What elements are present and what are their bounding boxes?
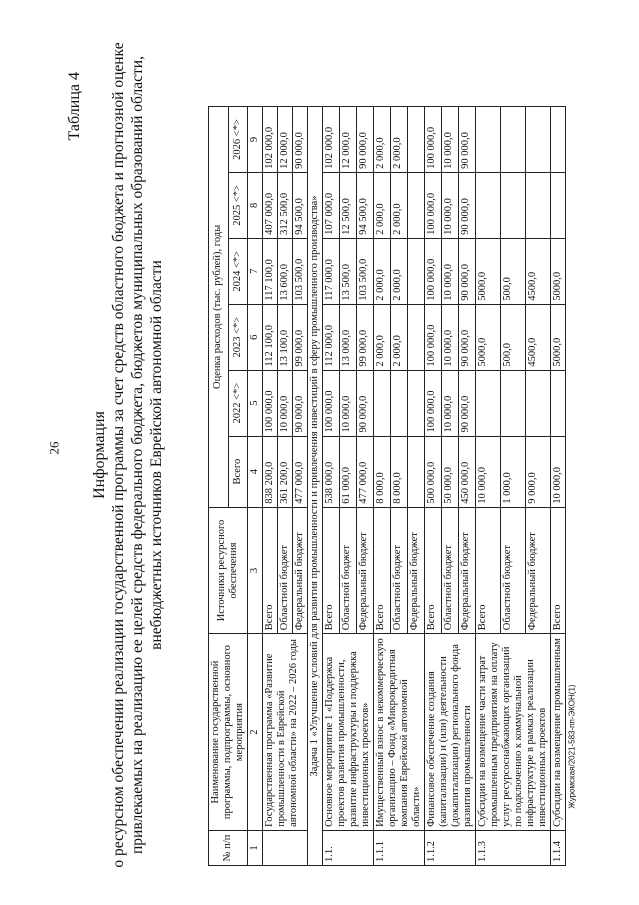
year-value-cell: 100 000,0 xyxy=(425,107,442,173)
rotated-page-content xyxy=(60,20,620,890)
resource-table xyxy=(208,106,566,866)
year-value-cell xyxy=(526,107,551,173)
source-cell: Всего xyxy=(263,507,278,634)
table-row xyxy=(263,107,278,866)
source-cell: Федеральный бюджет xyxy=(408,507,425,634)
year-value-cell: 103 500,0 xyxy=(357,238,374,304)
year-value-cell: 10 000,0 xyxy=(442,172,459,238)
header-source: Источники ресурсного обеспечения xyxy=(209,507,248,634)
year-value-cell: 4500,0 xyxy=(526,238,551,304)
year-value-cell xyxy=(526,370,551,436)
year-value-cell: 90 000,0 xyxy=(459,370,476,436)
year-value-cell: 107 000,0 xyxy=(323,172,340,238)
header-2025: 2025 <*> xyxy=(228,172,248,238)
row-name: Субсидии на возмещение промышленным xyxy=(551,634,566,831)
year-value-cell: 2 000,0 xyxy=(374,107,391,173)
year-value-cell: 90 000,0 xyxy=(293,107,308,173)
year-value-cell: 312 500,0 xyxy=(278,172,293,238)
col-number: 3 xyxy=(248,507,263,634)
year-value-cell: 100 000,0 xyxy=(263,370,278,436)
year-value-cell: 90 000,0 xyxy=(459,172,476,238)
source-cell: Всего xyxy=(551,507,566,634)
year-value-cell xyxy=(526,172,551,238)
year-value-cell: 2 000,0 xyxy=(391,107,408,173)
year-value-cell: 10 000,0 xyxy=(340,370,357,436)
year-value-cell: 5000,0 xyxy=(551,238,566,304)
source-cell: Областной бюджет xyxy=(278,507,293,634)
year-value-cell xyxy=(408,172,425,238)
table-row xyxy=(425,107,442,866)
source-cell: Областной бюджет xyxy=(391,507,408,634)
year-value-cell: 12 000,0 xyxy=(340,107,357,173)
row-name: Финансовое обеспечение создания (капитализации) и (или) деятельности (докапитализации) регионального фонда развития промышленности xyxy=(425,634,476,831)
col-number: 7 xyxy=(248,238,263,304)
year-value-cell: 2 000,0 xyxy=(391,172,408,238)
total-cell: 8 000,0 xyxy=(391,436,408,507)
col-number: 5 xyxy=(248,370,263,436)
total-cell: 1 000,0 xyxy=(501,436,526,507)
year-value-cell: 100 000,0 xyxy=(425,370,442,436)
source-cell: Всего xyxy=(476,507,501,634)
row-number: 1.1.3 xyxy=(476,830,551,865)
document-title xyxy=(90,40,166,870)
year-value-cell: 12 500,0 xyxy=(340,172,357,238)
row-number: 1.1. xyxy=(323,830,374,865)
year-value-cell: 13 000,0 xyxy=(340,304,357,370)
year-value-cell: 13 600,0 xyxy=(278,238,293,304)
total-cell: 50 000,0 xyxy=(442,436,459,507)
col-number: 1 xyxy=(248,830,263,865)
table-row xyxy=(323,107,340,866)
year-value-cell: 2 000,0 xyxy=(391,304,408,370)
header-2026: 2026 <*> xyxy=(228,107,248,173)
year-value-cell xyxy=(374,370,391,436)
year-value-cell xyxy=(408,238,425,304)
year-value-cell: 2 000,0 xyxy=(374,172,391,238)
year-value-cell xyxy=(476,107,501,173)
source-cell: Всего xyxy=(374,507,391,634)
column-number-row xyxy=(248,107,263,866)
table-row xyxy=(374,107,391,866)
year-value-cell: 100 000,0 xyxy=(425,304,442,370)
year-value-cell: 5000,0 xyxy=(476,238,501,304)
year-value-cell: 117 000,0 xyxy=(323,238,340,304)
total-cell xyxy=(408,436,425,507)
task-row xyxy=(308,107,323,866)
total-cell: 8 000,0 xyxy=(374,436,391,507)
year-value-cell: 94 500,0 xyxy=(293,172,308,238)
total-cell: 450 000,0 xyxy=(459,436,476,507)
row-name: Основное мероприятие 1 «Поддержка проектов развития промышленности, развитие инфраструктуры и поддержка инвестиционных проектов» xyxy=(323,634,374,831)
year-value-cell: 100 000,0 xyxy=(425,238,442,304)
row-number: 1.1.2 xyxy=(425,830,476,865)
year-value-cell: 94 500,0 xyxy=(357,172,374,238)
year-value-cell: 90 000,0 xyxy=(357,107,374,173)
year-value-cell: 90 000,0 xyxy=(459,304,476,370)
year-value-cell: 5000,0 xyxy=(551,304,566,370)
total-cell: 10 000,0 xyxy=(476,436,501,507)
title-text: о ресурсном обеспечении реализации государственной программы за счет средств областного бюджета и прогнозной оценке привлекаемых на реализацию ее целей средств федерального бюджета, бюджетов муниципальных образований области, внебюджетных источников Еврейской автономной области xyxy=(110,42,165,868)
year-value-cell: 100 000,0 xyxy=(425,172,442,238)
header-2023: 2023 <*> xyxy=(228,304,248,370)
col-number: 8 xyxy=(248,172,263,238)
row-name: Субсидии на возмещение части затрат промышленным предприятиям на оплату услуг ресурсоснабжающих организаций по подключению к коммунальной инфраструктуре в рамках реализации инвестиционных проектов xyxy=(476,634,551,831)
year-value-cell: 100 000,0 xyxy=(323,370,340,436)
heading-area xyxy=(60,20,210,890)
total-cell: 361 200,0 xyxy=(278,436,293,507)
total-cell: 9 000,0 xyxy=(526,436,551,507)
year-value-cell: 112 000,0 xyxy=(323,304,340,370)
year-value-cell xyxy=(501,370,526,436)
year-value-cell: 10 000,0 xyxy=(442,107,459,173)
year-value-cell: 2 000,0 xyxy=(391,238,408,304)
year-value-cell: 500,0 xyxy=(501,238,526,304)
year-value-cell: 10 000,0 xyxy=(442,238,459,304)
total-cell: 10 000,0 xyxy=(551,436,566,507)
source-cell: Всего xyxy=(323,507,340,634)
row-number xyxy=(263,830,308,865)
year-value-cell: 10 000,0 xyxy=(278,370,293,436)
year-value-cell xyxy=(501,172,526,238)
year-value-cell: 90 000,0 xyxy=(293,370,308,436)
col-number: 4 xyxy=(248,436,263,507)
year-value-cell: 99 000,0 xyxy=(293,304,308,370)
year-value-cell: 103 500,0 xyxy=(293,238,308,304)
year-value-cell: 90 000,0 xyxy=(459,238,476,304)
year-value-cell xyxy=(476,172,501,238)
source-cell: Областной бюджет xyxy=(340,507,357,634)
year-value-cell: 10 000,0 xyxy=(442,304,459,370)
table-label: Таблица 4 xyxy=(66,72,83,141)
title-main: Информация xyxy=(91,411,108,499)
year-value-cell xyxy=(408,107,425,173)
year-value-cell: 12 000,0 xyxy=(278,107,293,173)
total-cell: 838 200,0 xyxy=(263,436,278,507)
source-cell: Федеральный бюджет xyxy=(293,507,308,634)
row-name: Имущественный взнос в некоммерческую организацию – Фонд «Микрокредитная компания Еврейской автономной области» xyxy=(374,634,425,831)
year-value-cell: 90 000,0 xyxy=(357,370,374,436)
source-cell: Всего xyxy=(425,507,442,634)
year-value-cell xyxy=(476,370,501,436)
source-cell: Федеральный бюджет xyxy=(459,507,476,634)
year-value-cell: 10 000,0 xyxy=(442,370,459,436)
total-cell: 61 000,0 xyxy=(340,436,357,507)
year-value-cell: 5000,0 xyxy=(476,304,501,370)
header-total: Всего xyxy=(228,436,248,507)
header-name: Наименование государственной программы, подпрограммы, основного мероприятия xyxy=(209,634,248,831)
year-value-cell xyxy=(501,107,526,173)
year-value-cell: 90 000,0 xyxy=(459,107,476,173)
year-value-cell: 500,0 xyxy=(501,304,526,370)
source-cell: Федеральный бюджет xyxy=(526,507,551,634)
total-cell: 477 000,0 xyxy=(293,436,308,507)
document-code: Журомская/2021-583-пп-ЭКОН(1) xyxy=(567,684,577,809)
year-value-cell: 13 500,0 xyxy=(340,238,357,304)
total-cell: 538 000,0 xyxy=(323,436,340,507)
source-cell: Областной бюджет xyxy=(442,507,459,634)
year-value-cell: 102 000,0 xyxy=(263,107,278,173)
year-value-cell: 112 100,0 xyxy=(263,304,278,370)
year-value-cell xyxy=(391,370,408,436)
year-value-cell xyxy=(551,370,566,436)
header-2022: 2022 <*> xyxy=(228,370,248,436)
year-value-cell xyxy=(551,172,566,238)
source-cell: Федеральный бюджет xyxy=(357,507,374,634)
year-value-cell xyxy=(408,370,425,436)
year-value-cell xyxy=(408,304,425,370)
year-value-cell xyxy=(551,107,566,173)
year-value-cell: 13 100,0 xyxy=(278,304,293,370)
col-number: 2 xyxy=(248,634,263,831)
row-number: 1.1.1 xyxy=(374,830,425,865)
total-cell: 500 000,0 xyxy=(425,436,442,507)
year-value-cell: 4500,0 xyxy=(526,304,551,370)
page-number: 26 xyxy=(46,441,62,455)
header-estimate: Оценка расходов (тыс. рублей), годы xyxy=(209,107,229,508)
row-number: 1.1.4 xyxy=(551,830,566,865)
year-value-cell: 117 100,0 xyxy=(263,238,278,304)
table-row xyxy=(476,107,501,866)
row-name: Государственная программа «Развитие промышленности в Еврейской автономной области» на 2022 – 2026 годы xyxy=(263,634,308,831)
year-value-cell: 99 000,0 xyxy=(357,304,374,370)
col-number: 6 xyxy=(248,304,263,370)
header-no: № п/п xyxy=(209,830,248,865)
task-heading: Задача 1 «Улучшение условий для развития промышленности и привлечения инвестиций в сферу промышленного производства» xyxy=(308,107,323,866)
year-value-cell: 407 000,0 xyxy=(263,172,278,238)
year-value-cell: 102 000,0 xyxy=(323,107,340,173)
year-value-cell: 2 000,0 xyxy=(374,304,391,370)
year-value-cell: 2 000,0 xyxy=(374,238,391,304)
table-row xyxy=(551,107,566,866)
header-2024: 2024 <*> xyxy=(228,238,248,304)
source-cell: Областной бюджет xyxy=(501,507,526,634)
col-number: 9 xyxy=(248,107,263,173)
total-cell: 477 000,0 xyxy=(357,436,374,507)
